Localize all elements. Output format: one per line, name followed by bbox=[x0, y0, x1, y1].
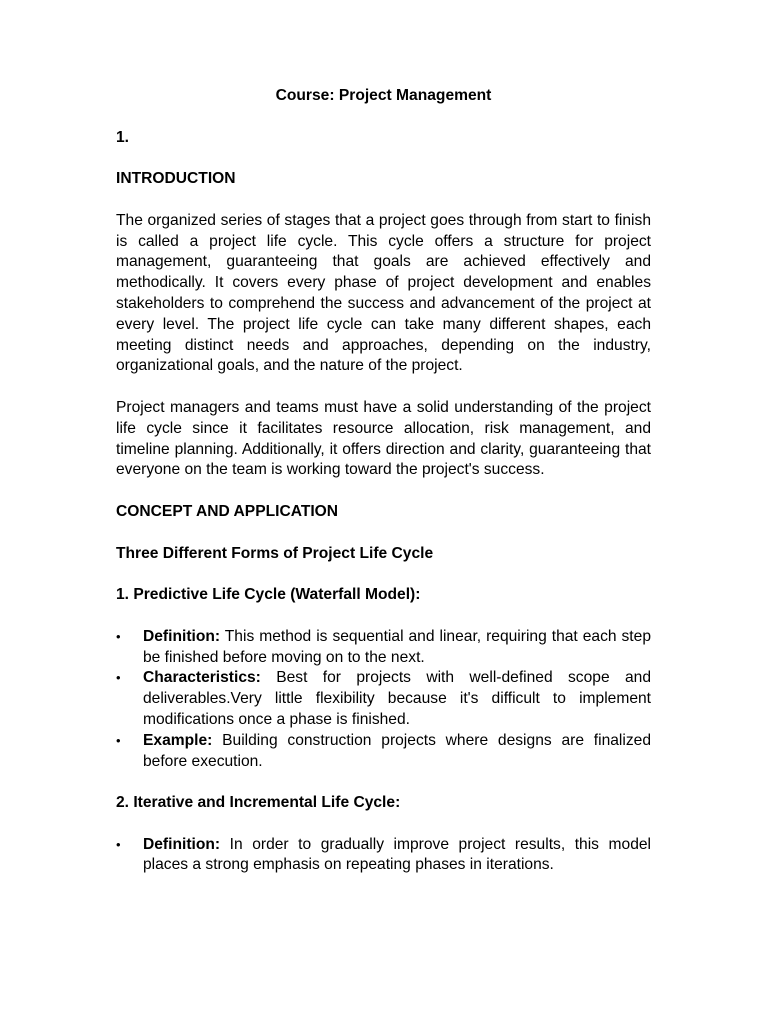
item-text: This method is sequential and linear, requiring that each step be finished before moving on to the next. bbox=[143, 627, 651, 666]
concept-heading: CONCEPT AND APPLICATION bbox=[116, 502, 339, 520]
iterative-heading: 2. Iterative and Incremental Life Cycle: bbox=[116, 794, 401, 812]
list-item bbox=[116, 668, 651, 730]
list-item bbox=[116, 731, 651, 773]
iterative-list bbox=[116, 835, 651, 877]
predictive-heading: 1. Predictive Life Cycle (Waterfall Model): bbox=[116, 586, 421, 604]
item-text: Best for projects with well-defined scope and deliverables.Very little flexibility because it's difficult to implement modifications once a phase is finished. bbox=[143, 669, 651, 728]
intro-paragraph-1: The organized series of stages that a project goes through from start to finish is called a project life cycle. This cycle offers a structure for project management, guaranteeing that goals are achieved effectively and methodically. It covers every phase of project development and enables stakeholders to comprehend the success and advancement of the project at every level. The project life cycle can take many different shapes, each meeting distinct needs and approaches, depending on the industry, organizational goals, and the nature of the project. bbox=[116, 211, 651, 375]
item-label: Definition: bbox=[143, 835, 221, 853]
document-page bbox=[116, 86, 651, 897]
bullet-icon: • bbox=[116, 732, 121, 748]
bullet-icon: • bbox=[116, 836, 121, 852]
bullet-icon: • bbox=[116, 628, 121, 644]
list-item bbox=[116, 627, 651, 669]
section-number: 1. bbox=[116, 128, 130, 146]
bullet-icon: • bbox=[116, 670, 121, 686]
forms-heading: Three Different Forms of Project Life Cycle bbox=[116, 544, 434, 562]
item-text: Building construction projects where designs are finalized before execution. bbox=[143, 731, 651, 770]
item-text: In order to gradually improve project results, this model places a strong emphasis on repeating phases in iterations. bbox=[143, 835, 651, 874]
item-label: Example: bbox=[143, 731, 213, 749]
item-label: Characteristics: bbox=[143, 669, 261, 687]
list-item bbox=[116, 835, 651, 877]
predictive-list bbox=[116, 627, 651, 773]
intro-paragraph-2: Project managers and teams must have a solid understanding of the project life cycle since it facilitates resource allocation, risk management, and timeline planning. Additionally, it offers direction and clarity, guaranteeing that everyone on the team is working toward the project's success. bbox=[116, 398, 651, 479]
document-title: Course: Project Management bbox=[275, 87, 492, 104]
item-label: Definition: bbox=[143, 627, 221, 645]
introduction-heading: INTRODUCTION bbox=[116, 170, 236, 188]
